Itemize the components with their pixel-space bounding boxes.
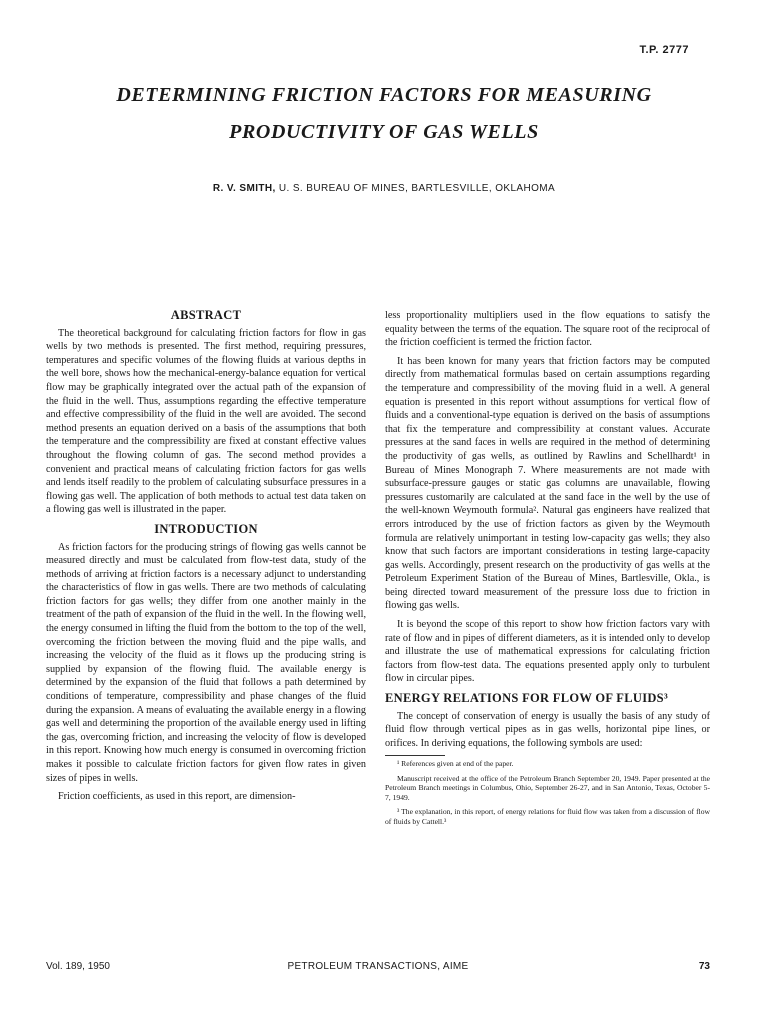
author-name: R. V. SMITH, (212, 183, 276, 194)
footnote-1: ¹ References given at end of the paper. (397, 759, 514, 769)
right-paragraph-2: It has been known for many years that friction factors may be computed directly from mathematical formulas based on certain assumptions regarding the temperature and compressibility of the moving fluid in a well. A general equation is presented in this report without assumptions for vertical flow of fluids and a conventional-type equation is derived on the basis of assumptions that fix the temperature and compressibility at constant values. Accurate pressures at the sand faces in wells are required in the method of determining the productivity of gas wells, as outlined by Rawlins and Schellhardt¹ in Bureau of Mines Monograph 7. Where measurements are not made with subsurface-pressure gauges or static gas columns are unavailable, flowing pressures customarily are calculated at the sand face in the well by the use of the well-known Weymouth formula². Natural gas engineers have realized that errors introduced by the use of friction factors as given by the Weymouth formula are relatively unimportant in testing low-capacity gas wells; they also know that such factors are important considerations in testing large-capacity gas wells. Accordingly, present research on the productivity of gas wells at the Petroleum Experiment Station of the Bureau of Mines, Bartlesville, Okla., is being directed toward measurement of the pressure loss due to friction in flowing gas wells. (385, 355, 710, 612)
abstract-text: The theoretical background for calculating friction factors for flow in gas wells by two methods is presented. The first method, requiring pressures, temperatures and specific volumes of the flowing fluids at various depths in the well bore, shows how the mechanical-energy-balance equation for vertical flow may be graphically integrated over the actual path of the expansion of the fluid in the well. Thus, assumptions regarding the effective temperature and effective compressibility of the fluid in the well are avoided. The second method presents an equation derived on a basis of the assumptions that both the temperature and the compressibility are fixed at constant effective values throughout the flowing column of gas. The second method provides a convenient and practical means of calculating friction factors for gas wells and lends itself readily to the problem of calculating subsurface pressures in a flowing gas well. The application of both methods to actual test data taken on a flowing gas well is illustrated in the paper. (46, 327, 366, 516)
left-column (46, 309, 366, 809)
right-column (385, 309, 710, 831)
title-line-2: PRODUCTIVITY OF GAS WELLS (229, 121, 539, 143)
right-paragraph-1: less proportionality multipliers used in the flow equations to satisfy the equality between the terms of the equation. The square root of the reciprocal of the friction coefficient is termed the friction factor. (385, 310, 710, 349)
volume-info: Vol. 189, 1950 (46, 961, 110, 972)
introduction-paragraph-1: As friction factors for the producing strings of flowing gas wells cannot be measured directly and must be calculated from flow-test data, study of the methods of arriving at friction factors is a necessary adjunct to understanding the characteristics of flow in gas wells. There are two methods of calculating friction factors for gas wells; they differ from one another mainly in the treatment of the path of expansion of the fluid in the well. In the flowing well, the energy consumed in lifting the fluid from the bottom to the top of the well, overcoming the friction between the moving fluid and the pipe walls, and increasing the velocity of the fluid as it flows up the producing string is supplied by expansion of the flowing fluid. The available energy is determined by the expansion of the fluid that follows a path determined by conditions of temperature, compressibility and phase changes of the fluid during the expansion. A means of evaluating the available energy in a flowing gas well and determining the proportion of the available energy used in lifting the gas, overcoming friction, and increasing the velocity of flow is developed in this report. Knowing how much energy is consumed in overcoming friction makes it possible to calculate friction factors for given flow rates in given sizes of pipes in wells. (46, 541, 366, 784)
author-affiliation: U. S. BUREAU OF MINES, BARTLESVILLE, OKLAHOMA (278, 183, 556, 194)
footnote-2: Manuscript received at the office of the Petroleum Branch September 20, 1949. Paper presented at the Petroleum Branch meetings in Columbus, Ohio, September 26-27, and in San Antonio, Texas, October 5-7, 1949. (385, 773, 710, 802)
right-paragraph-4: The concept of conservation of energy is usually the basis of any study of fluid flow through vertical pipes as in gas wells, horizontal pipe lines, or orifices. In deriving equations, the following symbols are used: (385, 710, 710, 749)
right-paragraph-3: It is beyond the scope of this report to show how friction factors vary with rate of flow and in pipes of different diameters, as it is intended only to develop and illustrate the use of mathematical expressions for calculating friction factors from flow-test data. The equations presented apply only to turbulent flow in circular pipes. (385, 619, 710, 685)
footnote-divider (385, 755, 445, 756)
footnote-3: ³ The explanation, in this report, of energy relations for fluid flow was taken from a discussion of flow of fluids by Cattell.³ (385, 807, 710, 826)
title-line-1: DETERMINING FRICTION FACTORS FOR MEASURING (116, 84, 652, 106)
introduction-heading: INTRODUCTION (154, 521, 258, 536)
abstract-heading: ABSTRACT (170, 308, 242, 322)
paper-title (30, 77, 738, 151)
introduction-paragraph-2: Friction coefficients, as used in this report, are dimension- (58, 791, 296, 803)
author-line (30, 183, 738, 194)
energy-relations-heading: ENERGY RELATIONS FOR FLOW OF FLUIDS³ (385, 691, 668, 706)
paper-number: T.P. 2777 (639, 44, 689, 56)
page-number: 73 (698, 961, 710, 972)
journal-name: PETROLEUM TRANSACTIONS, AIME (287, 961, 469, 972)
